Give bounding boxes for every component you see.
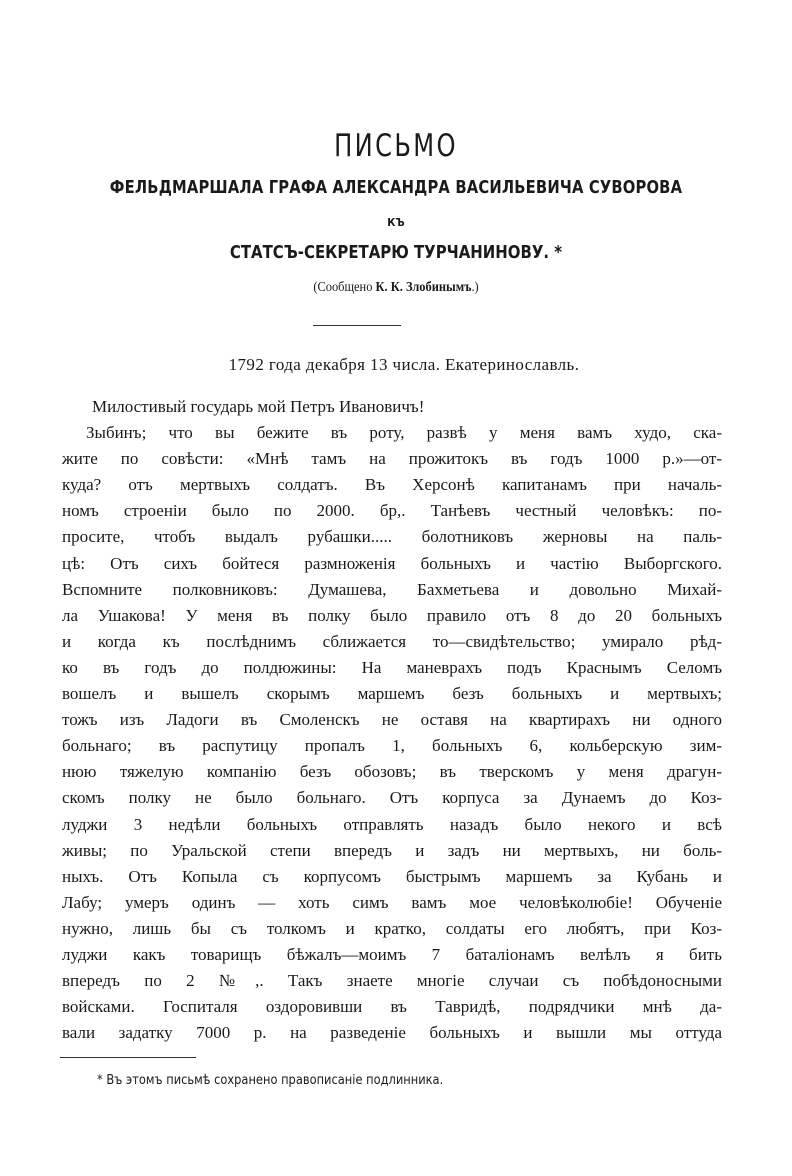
- body-line: больнаго; въ распутицу пропалъ 1, больныхъ 6, кольберскую зим-: [62, 736, 722, 756]
- body-line: войсками. Госпиталя оздоровивши въ Тавридѣ, подрядчики мнѣ да-: [62, 997, 722, 1017]
- body-line: Зыбинъ; что вы бежите въ роту, развѣ у меня вамъ худо, ска-: [86, 423, 722, 443]
- body-line: тожъ изъ Ладоги въ Смоленскъ не оставя на квартирахъ ни одного: [62, 710, 722, 730]
- body-line: куда? отъ мертвыхъ солдатъ. Въ Херсонѣ капитанамъ при началь-: [62, 475, 722, 495]
- letter-body: [62, 394, 722, 1046]
- body-line: скомъ полку не было больнаго. Отъ корпуса за Дунаемъ до Коз-: [62, 788, 722, 808]
- body-line: номъ строеніи было по 2000. бр,. Танѣевъ честный человѣкъ: по-: [62, 501, 722, 521]
- body-line: вошелъ и вышелъ скорымъ маршемъ безъ больныхъ и мертвыхъ;: [62, 684, 722, 704]
- dateline: 1792 года декабря 13 числа. Екатеринославль.: [228, 355, 580, 374]
- body-line: луджи какъ товарищъ бѣжалъ—моимъ 7 баталіонамъ велѣлъ я бить: [62, 944, 722, 964]
- body-line: цѣ: Отъ сихъ бойтеся размноженія больныхъ и частію Выборгского.: [62, 553, 722, 573]
- source-note: [32, 279, 761, 295]
- subtitle-recipient: СТАТСЪ-СЕКРЕТАРЮ ТУРЧАНИНОВУ. *: [229, 242, 563, 263]
- source-suffix: .): [471, 279, 479, 294]
- subtitle-preposition: КЪ: [387, 216, 405, 229]
- body-line: впередъ по 2 №,. Такъ знаете многіе случаи съ побѣдоносными: [62, 971, 722, 991]
- body-line: Вспомните полковниковъ: Думашева, Бахметьева и довольно Михай-: [62, 579, 722, 599]
- subtitle-author: ФЕЛЬДМАРШАЛА ГРАФА АЛЕКСАНДРА ВАСИЛЬЕВИЧА СУВОРОВА: [109, 177, 683, 198]
- salutation: Милостивый государь мой Петръ Ивановичъ!: [92, 397, 425, 416]
- body-line: нужно, лишь бы съ толкомъ и кратко, солдаты его любятъ, при Коз-: [62, 918, 722, 938]
- body-line: луджи 3 недѣли больныхъ отправлять назадъ было некого и всѣ: [62, 814, 722, 834]
- body-line: и когда къ послѣднимъ сближается то—свидѣтельство; умирало рѣд-: [62, 631, 722, 651]
- footnote: * Въ этомъ письмѣ сохранено правописаніе подлинника.: [97, 1073, 444, 1088]
- source-name: К. К. Злобинымъ: [375, 279, 472, 294]
- body-line: живы; по Уральской степи впередъ и задъ ни мертвыхъ, ни боль-: [62, 840, 722, 860]
- body-line: нюю тяжелую компанію безъ обозовъ; въ тверскомъ у меня драгун-: [62, 762, 722, 782]
- body-line: ко въ годъ до полдюжины: На маневрахъ подъ Краснымъ Селомъ: [62, 657, 722, 677]
- body-line: ла Ушакова! У меня въ полку было правило отъ 8 до 20 больныхъ: [62, 605, 722, 625]
- title-divider: [313, 325, 401, 326]
- body-line: ныхъ. Отъ Копыла съ корпусомъ быстрымъ маршемъ за Кубань и: [62, 866, 722, 886]
- body-line: просите, чтобъ выдалъ рубашки..... болотниковъ жерновы на паль-: [62, 527, 722, 547]
- document-title: ПИСЬМО: [334, 128, 458, 164]
- body-line: Лабу; умеръ одинъ — хоть симъ вамъ мое человѣколюбіе! Обученіе: [62, 892, 722, 912]
- body-line: вали задатку 7000 р. на разведеніе больныхъ и вышли мы оттуда: [62, 1023, 722, 1043]
- footnote-divider: [60, 1057, 196, 1058]
- body-line: жите по совѣсти: «Мнѣ тамъ на прожитокъ въ годъ 1000 р.»—от-: [62, 449, 722, 469]
- source-prefix: (Сообщено: [313, 279, 376, 294]
